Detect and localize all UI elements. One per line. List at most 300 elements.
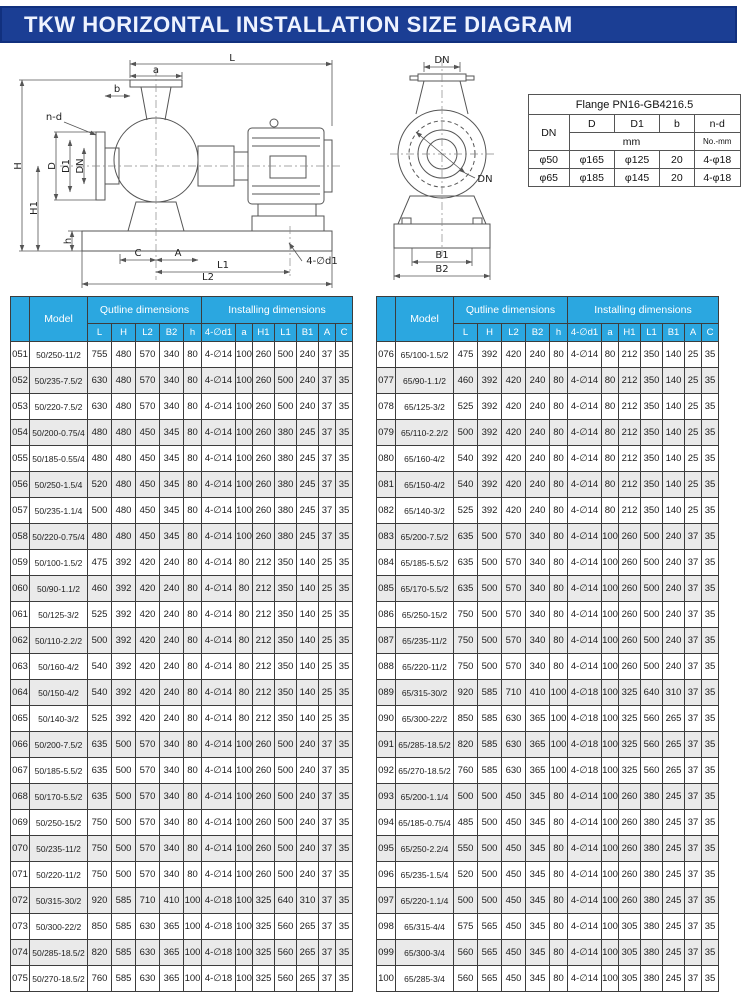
dimension-cell: 640 [275, 888, 297, 914]
dimension-cell: 100 [184, 888, 202, 914]
row-number-cell: 059 [11, 550, 30, 576]
dimension-cell: 35 [336, 732, 353, 758]
dimension-cell: 240 [297, 784, 319, 810]
dim-label-D1: D1 [61, 158, 72, 174]
dimension-cell: 350 [641, 368, 663, 394]
dimension-cell: 4-∅18 [568, 758, 602, 784]
dimension-cell: 25 [319, 550, 336, 576]
dimension-cell: 380 [641, 914, 663, 940]
dimension-cell: 560 [454, 940, 478, 966]
model-cell: 65/160-4/2 [396, 446, 454, 472]
dimension-cell: 240 [526, 420, 550, 446]
dimension-cell: 245 [297, 498, 319, 524]
column-header: H [112, 324, 136, 342]
dimension-cell: 392 [478, 342, 502, 368]
dimension-cell: 920 [454, 680, 478, 706]
model-cell: 50/150-4/2 [30, 680, 88, 706]
model-cell: 65/125-3/2 [396, 394, 454, 420]
dimension-cell: 500 [478, 628, 502, 654]
row-number-cell: 061 [11, 602, 30, 628]
flange-unit-no-mm: No.-mm [694, 133, 740, 151]
row-number-cell: 073 [11, 914, 30, 940]
dimension-cell: 630 [88, 394, 112, 420]
dimension-cell: 80 [236, 550, 253, 576]
dimension-cell: 35 [336, 628, 353, 654]
dimension-cell: 750 [88, 810, 112, 836]
dimension-cell: 560 [641, 732, 663, 758]
dimension-cell: 4-∅14 [568, 394, 602, 420]
dimension-cell: 565 [478, 966, 502, 992]
dimension-cell: 340 [160, 784, 184, 810]
dimension-cell: 80 [550, 472, 568, 498]
table-row [11, 758, 353, 784]
dimension-cell: 570 [136, 784, 160, 810]
table-row [377, 888, 719, 914]
dimension-cell: 500 [275, 368, 297, 394]
dimension-cell: 80 [184, 550, 202, 576]
dimension-cell: 350 [641, 342, 663, 368]
table-row [377, 862, 719, 888]
dimension-cell: 80 [184, 368, 202, 394]
column-header: B2 [160, 324, 184, 342]
row-number-cell: 066 [11, 732, 30, 758]
page-title: TKW HORIZONTAL INSTALLATION SIZE DIAGRAM [24, 11, 573, 37]
dimension-cell: 365 [526, 732, 550, 758]
dimension-cell: 140 [663, 472, 685, 498]
pump-side-view-drawing [8, 48, 353, 293]
dimension-cell: 80 [550, 446, 568, 472]
row-number-cell: 053 [11, 394, 30, 420]
dimension-cell: 630 [136, 914, 160, 940]
dimension-cell: 500 [478, 810, 502, 836]
dimension-cell: 240 [297, 342, 319, 368]
dimension-cell: 240 [297, 394, 319, 420]
dim-label-L1: L1 [217, 260, 229, 271]
dimension-cell: 392 [478, 394, 502, 420]
dimension-cell: 80 [550, 888, 568, 914]
table-row [377, 732, 719, 758]
dimension-cell: 500 [275, 784, 297, 810]
model-cell: 65/250-15/2 [396, 602, 454, 628]
dimension-cell: 37 [685, 602, 702, 628]
dimension-cell: 140 [297, 550, 319, 576]
dimension-cell: 80 [184, 420, 202, 446]
dimension-cell: 340 [160, 758, 184, 784]
dimension-cell: 240 [526, 394, 550, 420]
row-number-cell: 072 [11, 888, 30, 914]
dimension-cell: 37 [685, 628, 702, 654]
table-row [377, 498, 719, 524]
dimension-cell: 212 [619, 498, 641, 524]
dimension-cell: 450 [136, 498, 160, 524]
table-row [377, 914, 719, 940]
dimension-cell: 560 [275, 966, 297, 992]
dimension-cell: 500 [275, 862, 297, 888]
dimension-cell: 350 [641, 420, 663, 446]
dimension-cell: 37 [685, 940, 702, 966]
dimension-cell: 260 [619, 888, 641, 914]
dimension-cell: 350 [275, 576, 297, 602]
dimension-cell: 365 [526, 706, 550, 732]
dimension-cell: 37 [685, 784, 702, 810]
dimension-cell: 4-∅14 [202, 602, 236, 628]
dimension-cell: 140 [297, 706, 319, 732]
outline-dimensions-header: Qutline dimensions [88, 297, 202, 324]
dimension-table-right-container [376, 296, 719, 992]
dimension-cell: 140 [663, 446, 685, 472]
dimension-cell: 380 [275, 420, 297, 446]
dimension-cell: 392 [478, 498, 502, 524]
dimension-cell: 420 [136, 602, 160, 628]
dim-label-L: L [229, 53, 235, 64]
row-number-cell: 083 [377, 524, 396, 550]
dimension-cell: 35 [336, 784, 353, 810]
model-header: Model [396, 297, 454, 342]
dimension-cell: 100 [602, 940, 619, 966]
dimension-cell: 500 [478, 654, 502, 680]
dimension-cell: 340 [160, 342, 184, 368]
row-number-cell: 068 [11, 784, 30, 810]
dimension-cell: 4-∅14 [202, 732, 236, 758]
row-number-cell: 054 [11, 420, 30, 446]
dimension-cell: 37 [319, 342, 336, 368]
dimension-cell: 4-∅14 [202, 368, 236, 394]
dimension-cell: 420 [502, 394, 526, 420]
dimension-cell: 500 [478, 576, 502, 602]
dimension-cell: 350 [275, 654, 297, 680]
dimension-cell: 4-∅14 [202, 680, 236, 706]
dimension-cell: 37 [319, 472, 336, 498]
dimension-cell: 325 [619, 758, 641, 784]
row-number-cell: 089 [377, 680, 396, 706]
table-row [11, 784, 353, 810]
dimension-cell: 500 [88, 498, 112, 524]
table-row [377, 758, 719, 784]
dimension-cell: 350 [641, 498, 663, 524]
row-number-cell: 052 [11, 368, 30, 394]
column-header: 4-∅d1 [202, 324, 236, 342]
dimension-table-left-container [10, 296, 353, 992]
column-header: H1 [619, 324, 641, 342]
model-cell: 50/235-1.1/4 [30, 498, 88, 524]
dimension-cell: 212 [619, 472, 641, 498]
row-number-cell: 093 [377, 784, 396, 810]
dimension-cell: 100 [602, 654, 619, 680]
dimension-cell: 240 [526, 498, 550, 524]
dimension-cell: 340 [526, 628, 550, 654]
flange-cell: φ65 [529, 169, 570, 187]
dimension-cell: 4-∅14 [202, 810, 236, 836]
front-centerlines [390, 58, 494, 256]
row-number-cell: 094 [377, 810, 396, 836]
dimension-cell: 570 [502, 576, 526, 602]
dimension-cell: 410 [160, 888, 184, 914]
dim-label-a: a [152, 65, 160, 76]
dimension-cell: 80 [550, 576, 568, 602]
dimension-cell: 450 [502, 810, 526, 836]
dimension-cell: 80 [236, 576, 253, 602]
dimension-cell: 25 [685, 472, 702, 498]
dimension-cell: 260 [253, 472, 275, 498]
column-header: B1 [663, 324, 685, 342]
dimension-cell: 260 [253, 810, 275, 836]
dimension-cell: 420 [502, 342, 526, 368]
flange-col-b: b [660, 115, 694, 133]
model-cell: 50/200-7.5/2 [30, 732, 88, 758]
dimension-cell: 850 [88, 914, 112, 940]
table-row [377, 706, 719, 732]
model-cell: 50/100-1.5/2 [30, 550, 88, 576]
dimension-cell: 245 [663, 784, 685, 810]
column-header: a [602, 324, 619, 342]
dimension-cell: 35 [336, 394, 353, 420]
dimension-cell: 35 [702, 940, 719, 966]
model-cell: 50/250-11/2 [30, 342, 88, 368]
dimension-cell: 585 [112, 940, 136, 966]
dimension-cell: 4-∅14 [568, 654, 602, 680]
dim-label-H: H [13, 162, 24, 170]
dimension-cell: 25 [685, 420, 702, 446]
dimension-cell: 240 [663, 550, 685, 576]
dimension-cell: 420 [502, 472, 526, 498]
table-row [377, 420, 719, 446]
dimension-cell: 345 [526, 966, 550, 992]
flange-col-D1: D1 [614, 115, 659, 133]
dimension-cell: 100 [602, 706, 619, 732]
dimension-cell: 325 [253, 966, 275, 992]
dimension-cell: 100 [184, 940, 202, 966]
dimension-cell: 35 [336, 758, 353, 784]
model-cell: 65/285-3/4 [396, 966, 454, 992]
dimension-cell: 37 [685, 706, 702, 732]
dimension-cell: 80 [602, 368, 619, 394]
dimension-cell: 460 [88, 576, 112, 602]
dimension-cell: 392 [112, 602, 136, 628]
dimension-cell: 240 [526, 446, 550, 472]
row-number-cell: 076 [377, 342, 396, 368]
dimension-cell: 35 [336, 446, 353, 472]
dimension-cell: 500 [275, 342, 297, 368]
dimension-cell: 100 [602, 810, 619, 836]
dimension-cell: 500 [112, 810, 136, 836]
dimension-cell: 245 [297, 420, 319, 446]
dimension-cell: 4-∅14 [568, 628, 602, 654]
dimension-cell: 630 [136, 940, 160, 966]
dimension-cell: 35 [336, 914, 353, 940]
dimension-cell: 260 [619, 576, 641, 602]
dimension-cell: 410 [526, 680, 550, 706]
dimension-cell: 100 [236, 758, 253, 784]
dimension-cell: 380 [641, 940, 663, 966]
dimension-cell: 500 [478, 550, 502, 576]
column-header: H1 [253, 324, 275, 342]
dimension-cell: 240 [160, 576, 184, 602]
dimension-cell: 585 [478, 680, 502, 706]
dimension-cell: 325 [253, 940, 275, 966]
dimension-cell: 4-∅14 [568, 420, 602, 446]
dimension-cell: 35 [702, 836, 719, 862]
dim-label-H1: H1 [29, 201, 40, 215]
flange-col-n-d: n-d [694, 115, 740, 133]
model-cell: 50/110-2.2/2 [30, 628, 88, 654]
dimension-cell: 212 [619, 420, 641, 446]
dimension-cell: 392 [112, 680, 136, 706]
dim-label-b: b [113, 84, 121, 95]
dimension-cell: 500 [112, 862, 136, 888]
dimension-cell: 100 [236, 966, 253, 992]
row-number-cell: 062 [11, 628, 30, 654]
table-row [11, 914, 353, 940]
dimension-cell: 35 [336, 342, 353, 368]
dimension-cell: 585 [112, 966, 136, 992]
dimension-cell: 80 [602, 446, 619, 472]
dimension-cell: 212 [253, 550, 275, 576]
table-row [377, 810, 719, 836]
dimension-cell: 100 [236, 888, 253, 914]
table-row [11, 576, 353, 602]
dimension-cell: 575 [454, 914, 478, 940]
model-cell: 65/300-3/4 [396, 940, 454, 966]
dimension-cell: 260 [253, 342, 275, 368]
dimension-cell: 345 [160, 472, 184, 498]
dimension-cell: 500 [478, 784, 502, 810]
dimension-cell: 260 [253, 524, 275, 550]
dimension-cell: 80 [236, 602, 253, 628]
dimension-cell: 500 [478, 888, 502, 914]
model-cell: 65/250-2.2/4 [396, 836, 454, 862]
model-cell: 65/270-18.5/2 [396, 758, 454, 784]
dimension-cell: 80 [550, 966, 568, 992]
dimension-cell: 4-∅14 [568, 966, 602, 992]
dimension-cell: 450 [502, 888, 526, 914]
dimension-cell: 80 [550, 550, 568, 576]
dimension-cell: 750 [88, 836, 112, 862]
dimension-cell: 100 [602, 914, 619, 940]
dimension-cell: 4-∅18 [202, 966, 236, 992]
dimension-cell: 80 [236, 706, 253, 732]
dimension-cell: 35 [336, 576, 353, 602]
dimension-cell: 500 [112, 836, 136, 862]
flange-cell: φ185 [569, 169, 614, 187]
dimension-cell: 37 [319, 446, 336, 472]
dimension-cell: 392 [478, 446, 502, 472]
dimension-cell: 345 [160, 420, 184, 446]
dimension-cell: 100 [602, 888, 619, 914]
dimension-cell: 4-∅18 [568, 706, 602, 732]
dimension-cell: 240 [663, 602, 685, 628]
row-number-cell: 065 [11, 706, 30, 732]
dimension-cell: 500 [641, 602, 663, 628]
dimension-cell: 80 [550, 862, 568, 888]
dimension-cell: 100 [184, 966, 202, 992]
dimension-cell: 420 [502, 446, 526, 472]
dimension-cell: 350 [275, 628, 297, 654]
dimension-cell: 340 [160, 394, 184, 420]
dimension-cell: 212 [253, 654, 275, 680]
dimension-cell: 570 [136, 342, 160, 368]
dimension-cell: 100 [236, 914, 253, 940]
dimension-cell: 365 [160, 966, 184, 992]
dimension-cell: 4-∅14 [568, 940, 602, 966]
dimension-cell: 37 [685, 836, 702, 862]
column-header: A [319, 324, 336, 342]
dimension-cell: 850 [454, 706, 478, 732]
dimension-cell: 4-∅14 [202, 550, 236, 576]
dimension-cell: 450 [502, 862, 526, 888]
dimension-cell: 4-∅14 [202, 524, 236, 550]
column-header: 4-∅d1 [568, 324, 602, 342]
dimension-cell: 37 [319, 888, 336, 914]
dimension-cell: 420 [136, 654, 160, 680]
column-header: L2 [136, 324, 160, 342]
row-number-cell: 091 [377, 732, 396, 758]
dimension-cell: 240 [297, 836, 319, 862]
dimension-cell: 100 [236, 524, 253, 550]
model-cell: 65/200-1.1/4 [396, 784, 454, 810]
row-number-cell: 060 [11, 576, 30, 602]
dimension-cell: 100 [236, 498, 253, 524]
dimension-cell: 260 [619, 524, 641, 550]
dimension-cell: 480 [112, 420, 136, 446]
model-cell: 65/235-1.5/4 [396, 862, 454, 888]
model-cell: 65/170-5.5/2 [396, 576, 454, 602]
dimension-cell: 4-∅14 [202, 836, 236, 862]
dimension-cell: 80 [184, 498, 202, 524]
dimension-cell: 35 [336, 810, 353, 836]
dimension-cell: 35 [702, 966, 719, 992]
dimension-cell: 80 [184, 680, 202, 706]
dimension-cell: 4-∅14 [568, 498, 602, 524]
dimension-cell: 4-∅14 [202, 784, 236, 810]
table-row [11, 446, 353, 472]
dimension-cell: 350 [641, 472, 663, 498]
dimension-cell: 260 [619, 654, 641, 680]
dimension-cell: 37 [319, 524, 336, 550]
dimension-cell: 100 [602, 836, 619, 862]
dimension-cell: 420 [136, 628, 160, 654]
row-number-cell: 092 [377, 758, 396, 784]
column-header: B1 [297, 324, 319, 342]
dimension-cell: 500 [112, 784, 136, 810]
dimension-cell: 500 [112, 758, 136, 784]
dimension-cell: 100 [236, 810, 253, 836]
dimension-cell: 560 [641, 706, 663, 732]
dimension-cell: 420 [502, 420, 526, 446]
dim-label-L2: L2 [202, 272, 214, 283]
dimension-cell: 37 [685, 524, 702, 550]
model-cell: 65/150-4/2 [396, 472, 454, 498]
dimension-cell: 35 [702, 732, 719, 758]
dimension-cell: 212 [253, 628, 275, 654]
column-header: H [478, 324, 502, 342]
dimension-cell: 4-∅14 [202, 498, 236, 524]
dimension-cell: 35 [702, 914, 719, 940]
dimension-cell: 480 [112, 394, 136, 420]
dimension-cell: 500 [275, 836, 297, 862]
dimension-cell: 245 [663, 836, 685, 862]
model-cell: 65/285-18.5/2 [396, 732, 454, 758]
dimension-cell: 420 [136, 550, 160, 576]
dimension-cell: 100 [236, 342, 253, 368]
dimension-cell: 80 [550, 628, 568, 654]
row-number-cell: 096 [377, 862, 396, 888]
dimension-cell: 140 [297, 576, 319, 602]
dimension-cell: 80 [550, 602, 568, 628]
dimension-cell: 345 [526, 888, 550, 914]
dimension-cell: 240 [526, 342, 550, 368]
model-cell: 50/170-5.5/2 [30, 784, 88, 810]
dimension-cell: 140 [663, 368, 685, 394]
